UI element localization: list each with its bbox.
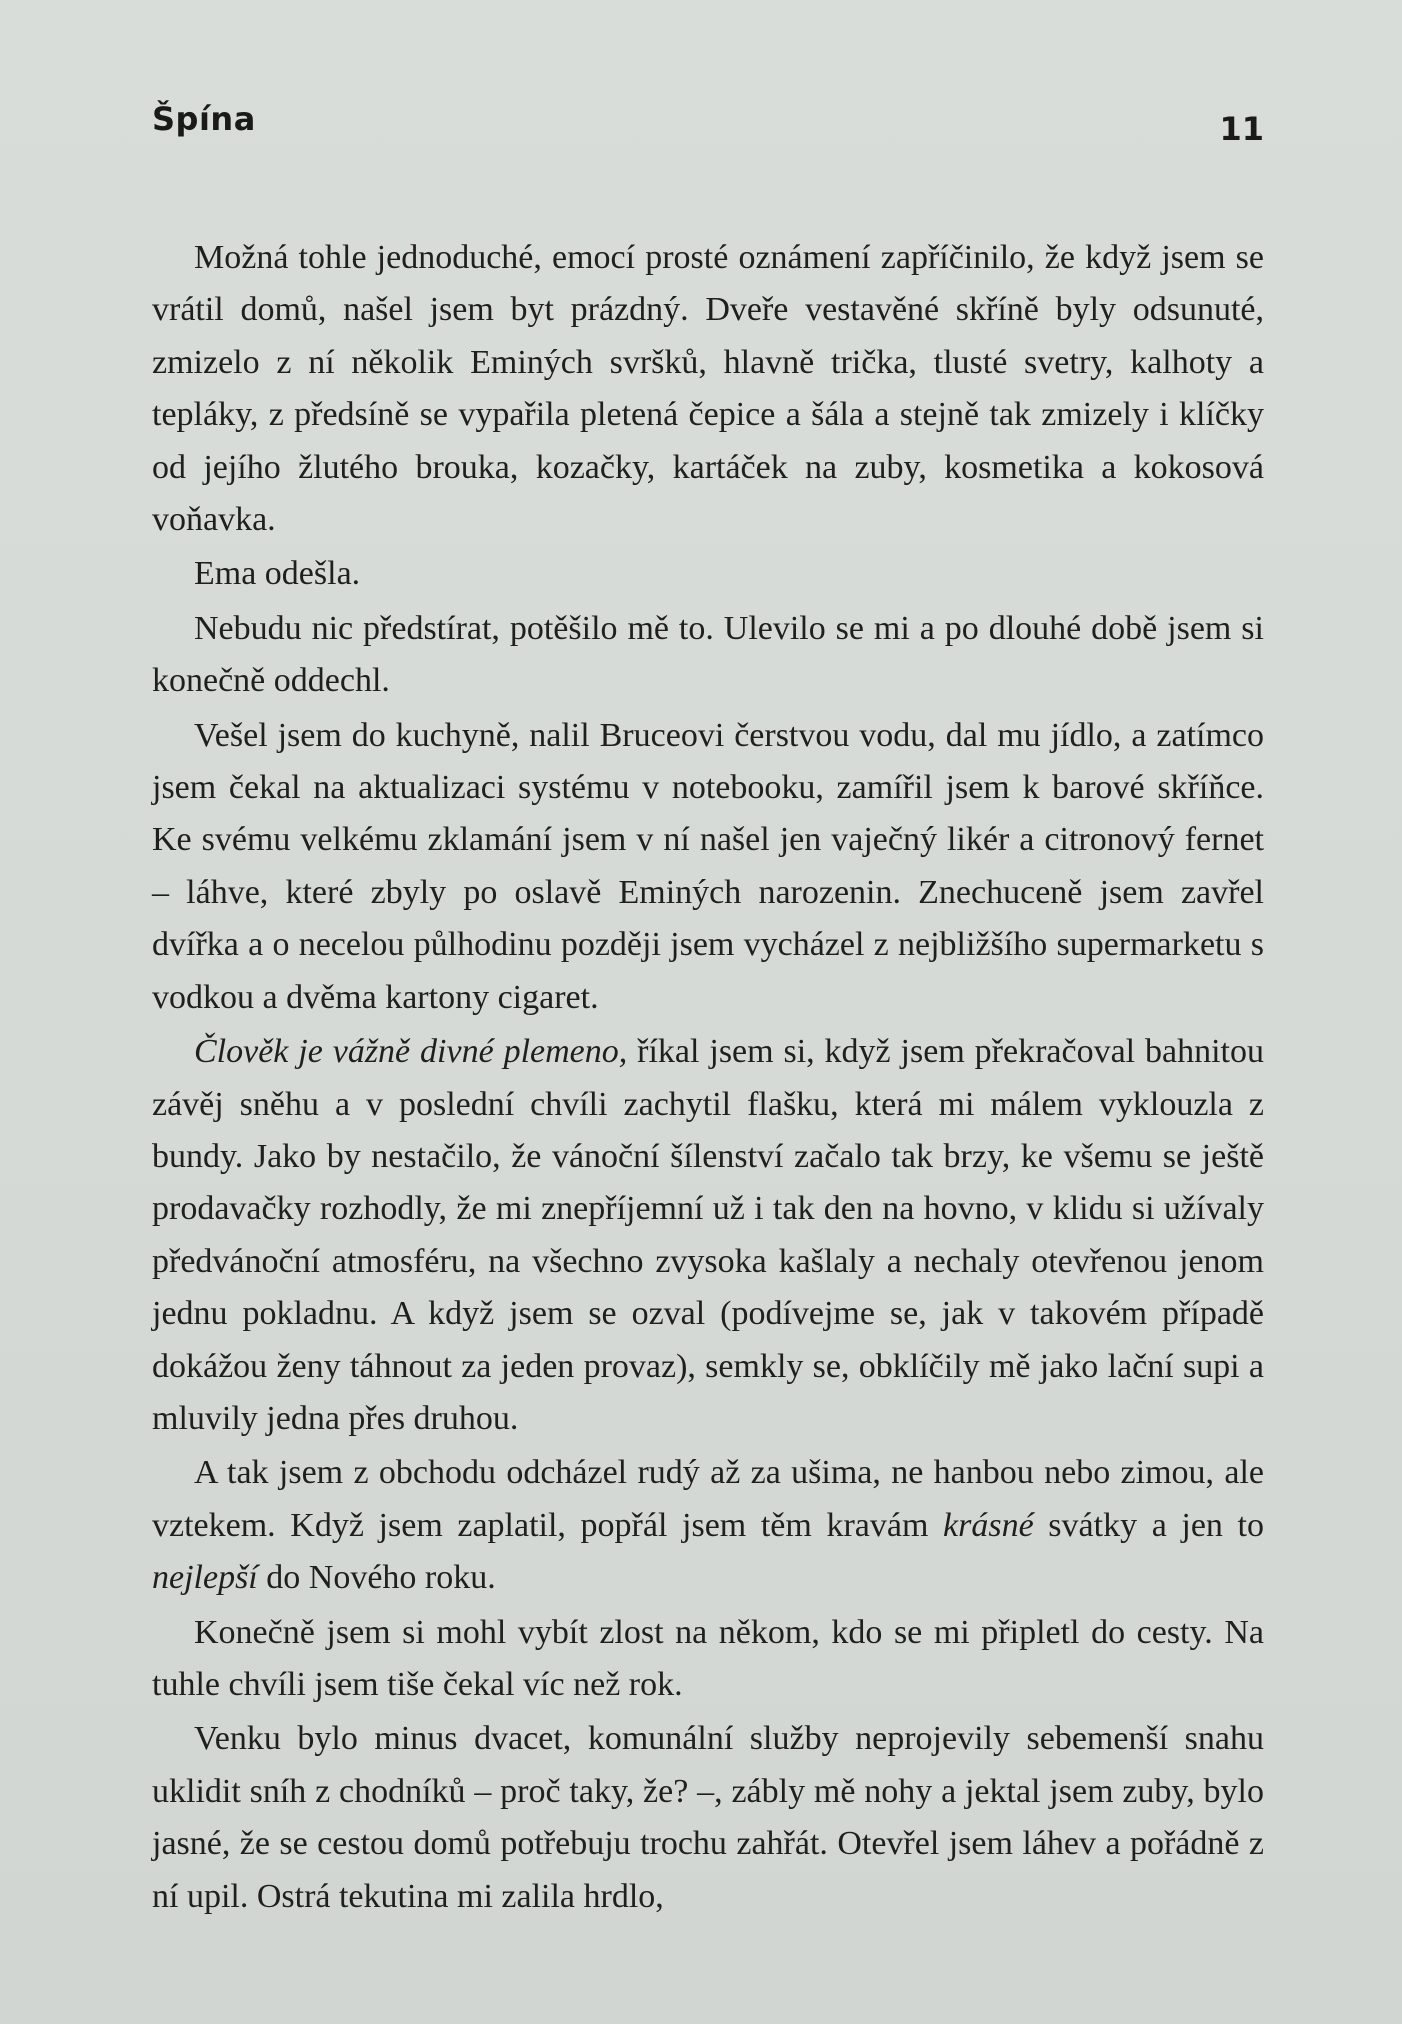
italic-segment: Člověk je vážně divné plemeno, <box>194 1033 628 1071</box>
text-segment: Nebudu nic předstírat, potěšilo mě to. Ulevilo se mi a po dlouhé době jsem si konečně oddechl. <box>152 609 1264 700</box>
body-text <box>152 232 1264 1923</box>
text-segment: Venku bylo minus dvacet, komunální služby neprojevily sebemenší snahu uklidit sníh z chodníků – proč taky, že? –, zábly mě nohy a jektal jsem zuby, bylo jasné, že se cestou domů potřebuju trochu zahřát. Otevřel jsem láhev a pořádně z ní upil. Ostrá tekutina mi zalila hrdlo, <box>152 1720 1264 1915</box>
paragraph-1 <box>152 232 1264 546</box>
paragraph-7 <box>152 1607 1264 1712</box>
text-segment: Vešel jsem do kuchyně, nalil Bruceovi čerstvou vodu, dal mu jídlo, a zatímco jsem čekal na aktualizaci systému v notebooku, zamířil jsem k barové skříňce. Ke svému velkému zklamání jsem v ní našel jen vaječný likér a citronový fernet – láhve, které zbyly po oslavě Eminých narozenin. Znechuceně jsem zavřel dvířka a o necelou půlhodinu později jsem vycházel z nejbližšího supermarketu s vodkou a dvěma kartony cigaret. <box>152 716 1264 1016</box>
paragraph-3 <box>152 603 1264 708</box>
text-segment: svátky a jen to <box>1033 1506 1264 1544</box>
italic-segment: krásné <box>943 1506 1034 1544</box>
text-segment: do Nového roku. <box>257 1559 496 1597</box>
text-segment: A tak jsem z obchodu odcházel rudý až za ušima, ne hanbou nebo zimou, ale vztekem. Když jsem zaplatil, popřál jsem těm kravám <box>152 1454 1264 1544</box>
italic-segment: nejlepší <box>152 1559 258 1597</box>
running-title: Špína <box>152 100 256 138</box>
page-number: 11 <box>1219 110 1264 148</box>
text-segment: Ema odešla. <box>194 555 361 593</box>
text-segment: Konečně jsem si mohl vybít zlost na někom, kdo se mi připletl do cesty. Na tuhle chvíli jsem tiše čekal víc než rok. <box>152 1613 1264 1703</box>
paragraph-6 <box>152 1447 1264 1604</box>
paragraph-4 <box>152 710 1264 1024</box>
paragraph-2 <box>152 548 1264 600</box>
paragraph-5 <box>152 1026 1264 1445</box>
text-segment: Možná tohle jednoduché, emocí prosté oznámení zapříčinilo, že když jsem se vrátil domů, našel jsem byt prázdný. Dveře vestavěné skříně byly odsunuté, zmizelo z ní několik Eminých svršků, hlavně trička, tlusté svetry, kalhoty a tepláky, z předsíně se vypařila pletená čepice a šála a stejně tak zmizely i klíčky od jejího žlutého brouka, kozačky, kartáček na zuby, kosmetika a kokosová voňavka. <box>152 239 1264 539</box>
text-segment: říkal jsem si, když jsem překračoval bahnitou závěj sněhu a v poslední chvíli zachytil flašku, která mi málem vyklouzla z bundy. Jako by nestačilo, že vánoční šílenství začalo tak brzy, ke všemu se ještě prodavačky rozhodly, že mi znepříjemní už i tak den na hovno, v klidu si užívaly předvánoční atmosféru, na všechno zvysoka kašlaly a nechaly otevřenou jenom jednu pokladnu. A když jsem se ozval (podívejme se, jak v takovém případě dokážou ženy táhnout za jeden provaz), semkly se, obklíčily mě jako lační supi a mluvily jedna přes druhou. <box>152 1033 1265 1437</box>
paragraph-8 <box>152 1713 1264 1923</box>
